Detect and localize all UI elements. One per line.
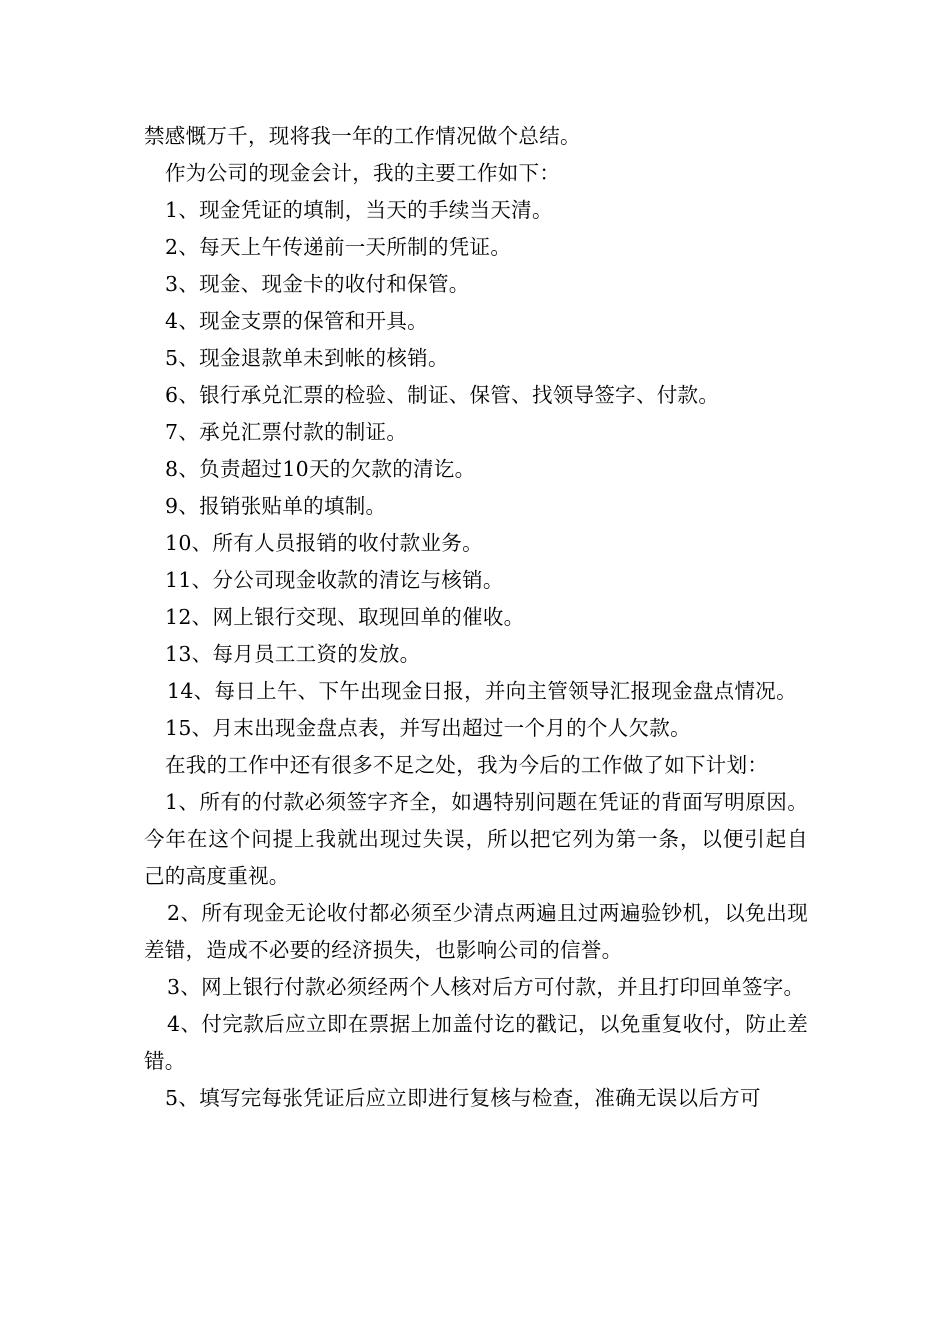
- duty-item-12: 12、网上银行交现、取现回单的催收。: [165, 605, 525, 629]
- duty-item-13: 13、每月员工工资的发放。: [165, 642, 421, 666]
- paragraph-intro-closing: 禁感慨万千，现将我一年的工作情况做个总结。: [144, 124, 581, 148]
- document-body: [144, 118, 808, 1117]
- duty-item-1: 1、现金凭证的填制，当天的手续当天清。: [165, 198, 553, 222]
- duty-item-9: 9、报销张贴单的填制。: [165, 494, 387, 518]
- plan-item-4: 4、付完款后应立即在票据上加盖付讫的戳记，以免重复收付，防止差错。: [144, 1012, 808, 1073]
- duty-item-11: 11、分公司现金收款的清讫与核销。: [165, 568, 504, 592]
- duty-item-14: 14、每日上午、下午出现金日报，并向主管领导汇报现金盘点情况。: [167, 679, 797, 703]
- duty-item-2: 2、每天上午传递前一天所制的凭证。: [165, 235, 512, 259]
- duty-item-8: 8、负责超过10天的欠款的清讫。: [165, 457, 476, 481]
- duty-item-6: 6、银行承兑汇票的检验、制证、保管、找领导签字、付款。: [165, 383, 720, 407]
- duty-item-15: 15、月末出现金盘点表，并写出超过一个月的个人欠款。: [165, 716, 691, 740]
- plan-item-1: 1、所有的付款必须签字齐全，如遇特别问题在凭证的背面写明原因。今年在这个问提上我就出现过失误，所以把它列为第一条，以便引起自己的高度重视。: [144, 790, 808, 888]
- duty-item-10: 10、所有人员报销的收付款业务。: [165, 531, 483, 555]
- paragraph-duties-heading: 作为公司的现金会计，我的主要工作如下：: [165, 161, 561, 185]
- duty-item-7: 7、承兑汇票付款的制证。: [165, 420, 408, 444]
- duty-item-4: 4、现金支票的保管和开具。: [165, 309, 428, 333]
- plan-item-3: 3、网上银行付款必须经两个人核对后方可付款，并且打印回单签字。: [167, 975, 805, 999]
- plan-item-5: 5、填写完每张凭证后应立即进行复核与检查，准确无误以后方可: [165, 1086, 761, 1110]
- paragraph-plan-heading: 在我的工作中还有很多不足之处，我为今后的工作做了如下计划：: [165, 753, 769, 777]
- plan-item-2: 2、所有现金无论收付都必须至少清点两遍且过两遍验钞机，以免出现差错，造成不必要的经济损失，也影响公司的信誉。: [144, 901, 808, 962]
- duty-item-3: 3、现金、现金卡的收付和保管。: [165, 272, 470, 296]
- duty-item-5: 5、现金退款单未到帐的核销。: [165, 346, 449, 370]
